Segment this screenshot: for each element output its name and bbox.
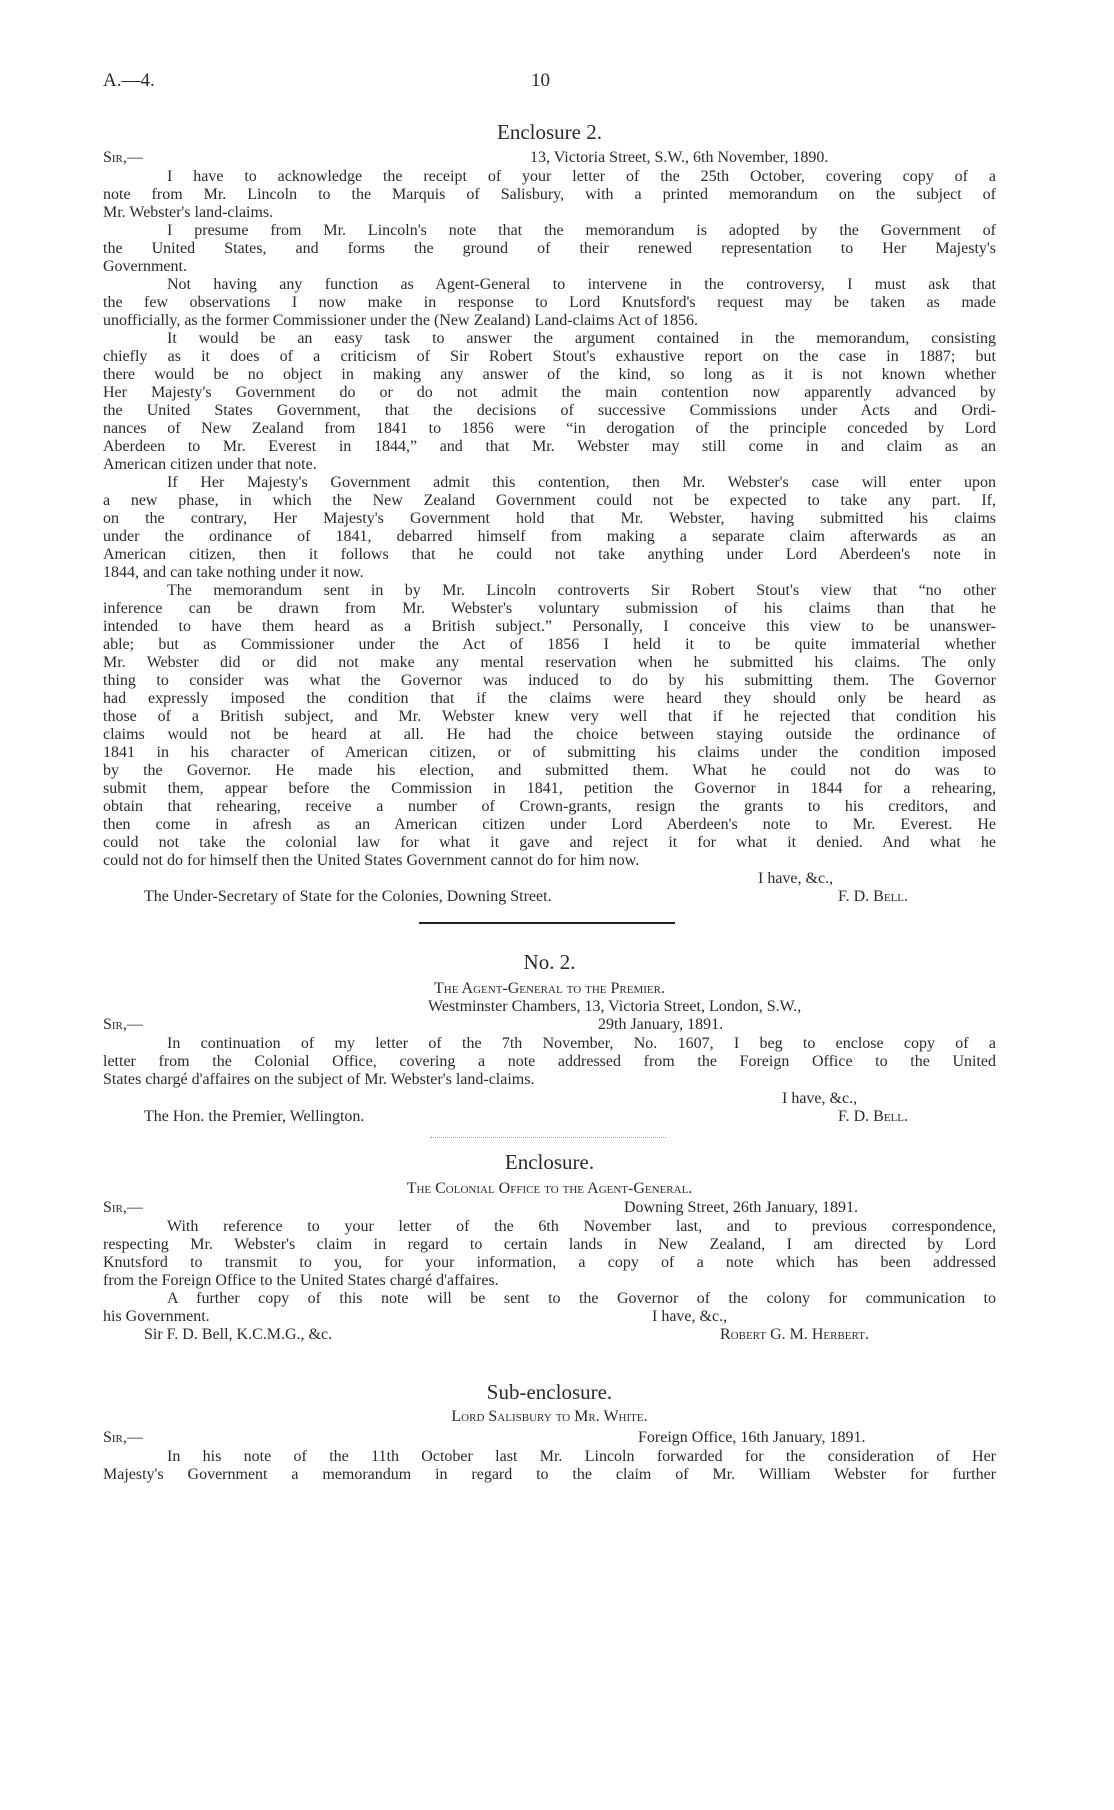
- enclosure-2-address: 13, Victoria Street, S.W., 6th November, 1890.: [530, 149, 829, 166]
- body-line: had expressly imposed the condition that if the claims were heard they should only be heard as: [103, 690, 996, 707]
- sub-enclosure-address: Foreign Office, 16th January, 1891.: [638, 1429, 866, 1446]
- body-line: able; but as Commissioner under the Act of 1856 I held it to be quite immaterial whether: [103, 636, 996, 653]
- body-line: note from Mr. Lincoln to the Marquis of Salisbury, with a printed memorandum on the subject of: [103, 186, 996, 203]
- body-line: 1841 in his character of American citizen, or of submitting his claims under the condition imposed: [103, 744, 996, 761]
- body-line: intended to have them heard as a British subject.” Personally, I conceive this view to be unanswer-: [103, 618, 996, 635]
- body-line: Mr. Webster's land-claims.: [103, 204, 274, 221]
- no-2-heading: No. 2.: [523, 950, 576, 974]
- enclosure-address: Downing Street, 26th January, 1891.: [624, 1199, 859, 1216]
- body-line: In his note of the 11th October last Mr. Lincoln forwarded for the consideration of Her: [167, 1448, 996, 1465]
- no-2-salutation: Sir,—: [103, 1016, 143, 1033]
- enclosure-2-addressee: The Under-Secretary of State for the Colonies, Downing Street.: [144, 888, 552, 905]
- no-2-signature: F. D. Bell.: [838, 1108, 909, 1125]
- body-line: could not do for himself then the United States Government cannot do for him now.: [103, 852, 640, 869]
- enclosure-2-closing: I have, &c.,: [758, 870, 834, 887]
- body-line: Not having any function as Agent-General to intervene in the controversy, I must ask that: [167, 276, 996, 293]
- body-line: a new phase, in which the New Zealand Government could not be expected to take any part. If,: [103, 492, 996, 509]
- body-line: American citizen, then it follows that he could not take anything under Lord Aberdeen's note in: [103, 546, 996, 563]
- body-line: submit them, appear before the Commission in 1841, petition the Governor in 1844 for a rehearing,: [103, 780, 996, 797]
- body-line: Mr. Webster did or did not make any mental reservation when he submitted his claims. The only: [103, 654, 996, 671]
- enclosure-closing: I have, &c.,: [652, 1308, 728, 1325]
- body-line: It would be an easy task to answer the argument contained in the memorandum, consisting: [167, 330, 996, 347]
- body-line: then come in afresh as an American citizen under Lord Aberdeen's note to Mr. Everest. He: [103, 816, 996, 833]
- enclosure-2-signature: F. D. Bell.: [838, 888, 909, 905]
- body-line: letter from the Colonial Office, covering a note addressed from the Foreign Office to the United: [103, 1053, 996, 1070]
- enclosure-2-heading: Enclosure 2.: [497, 120, 602, 144]
- body-line: those of a British subject, and Mr. Webster knew very well that if he rejected that condition his: [103, 708, 996, 725]
- no-2-closing: I have, &c.,: [782, 1090, 858, 1107]
- body-line: States chargé d'affaires on the subject of Mr. Webster's land-claims.: [103, 1071, 535, 1088]
- enclosure-salutation: Sir,—: [103, 1199, 143, 1216]
- page-number: 10: [531, 70, 550, 91]
- body-line: by the Governor. He made his election, and submitted them. What he could not do was to: [103, 762, 996, 779]
- no-2-subheading: The Agent-General to the Premier.: [433, 980, 665, 997]
- body-line: could not take the colonial law for what it gave and reject it for what it denied. And what he: [103, 834, 996, 851]
- body-line: his Government.: [103, 1308, 210, 1325]
- enclosure-signature: Robert G. M. Herbert.: [720, 1326, 869, 1343]
- body-line: the United States, and forms the ground of their renewed representation to Her Majesty's: [103, 240, 996, 257]
- no-2-address: Westminster Chambers, 13, Victoria Street, London, S.W.,: [428, 998, 802, 1015]
- body-line: 1844, and can take nothing under it now.: [103, 564, 364, 581]
- body-line: from the Foreign Office to the United States chargé d'affaires.: [103, 1272, 499, 1289]
- body-line: the United States Government, that the decisions of successive Commissions under Acts and Ordi-: [103, 402, 996, 419]
- body-line: Government.: [103, 258, 187, 275]
- sub-enclosure-salutation: Sir,—: [103, 1429, 143, 1446]
- enclosure-addressee: Sir F. D. Bell, K.C.M.G., &c.: [144, 1326, 333, 1343]
- body-line: chiefly as it does of a criticism of Sir Robert Stout's exhaustive report on the case in 1887; but: [103, 348, 996, 365]
- section-divider: [419, 922, 675, 924]
- body-line: I have to acknowledge the receipt of your letter of the 25th October, covering copy of a: [167, 168, 996, 185]
- body-line: A further copy of this note will be sent to the Governor of the colony for communication to: [167, 1290, 996, 1307]
- body-line: the few observations I now make in response to Lord Knutsford's request may be taken as made: [103, 294, 996, 311]
- body-line: American citizen under that note.: [103, 456, 317, 473]
- section-divider: [430, 1137, 666, 1138]
- body-line: nances of New Zealand from 1841 to 1856 were “in derogation of the principle conceded by Lord: [103, 420, 996, 437]
- document-reference: A.—4.: [103, 70, 155, 91]
- body-line: With reference to your letter of the 6th November last, and to previous correspondence,: [167, 1218, 996, 1235]
- body-line: under the ordinance of 1841, debarred himself from making a separate claim afterwards as an: [103, 528, 996, 545]
- body-line: In continuation of my letter of the 7th November, No. 1607, I beg to enclose copy of a: [167, 1035, 996, 1052]
- body-line: Aberdeen to Mr. Everest in 1844,” and that Mr. Webster may still come in and claim as an: [103, 438, 996, 455]
- body-line: thing to consider was what the Governor was induced to do by his submitting them. The Governor: [103, 672, 996, 689]
- sub-enclosure-heading: Sub-enclosure.: [486, 1380, 613, 1404]
- body-line: If Her Majesty's Government admit this contention, then Mr. Webster's case will enter upon: [167, 474, 996, 491]
- body-line: The memorandum sent in by Mr. Lincoln controverts Sir Robert Stout's view that “no other: [167, 582, 996, 599]
- body-line: inference can be drawn from Mr. Webster's voluntary submission of his claims than that he: [103, 600, 996, 617]
- body-line: Knutsford to transmit to you, for your information, a copy of a note which has been addressed: [103, 1254, 996, 1271]
- body-line: on the contrary, Her Majesty's Government hold that Mr. Webster, having submitted his claims: [103, 510, 996, 527]
- enclosure-subheading: The Colonial Office to the Agent-General.: [406, 1180, 693, 1197]
- no-2-date: 29th January, 1891.: [598, 1016, 724, 1033]
- body-line: I presume from Mr. Lincoln's note that the memorandum is adopted by the Government of: [167, 222, 996, 239]
- body-line: Majesty's Government a memorandum in regard to the claim of Mr. William Webster for further: [103, 1466, 996, 1483]
- body-line: Her Majesty's Government do or do not admit the main contention now apparently advanced by: [103, 384, 996, 401]
- body-line: there would be no object in making any answer of the kind, so long as it is not known whether: [103, 366, 996, 383]
- body-line: claims would not be heard at all. He had the choice between staying outside the ordinance of: [103, 726, 996, 743]
- no-2-addressee: The Hon. the Premier, Wellington.: [144, 1108, 365, 1125]
- body-line: unofficially, as the former Commissioner under the (New Zealand) Land-claims Act of 1856.: [103, 312, 698, 329]
- body-line: obtain that rehearing, receive a number of Crown-grants, resign the grants to his creditors, and: [103, 798, 996, 815]
- sub-enclosure-subheading: Lord Salisbury to Mr. White.: [451, 1408, 648, 1425]
- body-line: respecting Mr. Webster's claim in regard to certain lands in New Zealand, I am directed by Lord: [103, 1236, 996, 1253]
- enclosure-heading: Enclosure.: [504, 1150, 595, 1174]
- enclosure-2-salutation: Sir,—: [103, 149, 143, 166]
